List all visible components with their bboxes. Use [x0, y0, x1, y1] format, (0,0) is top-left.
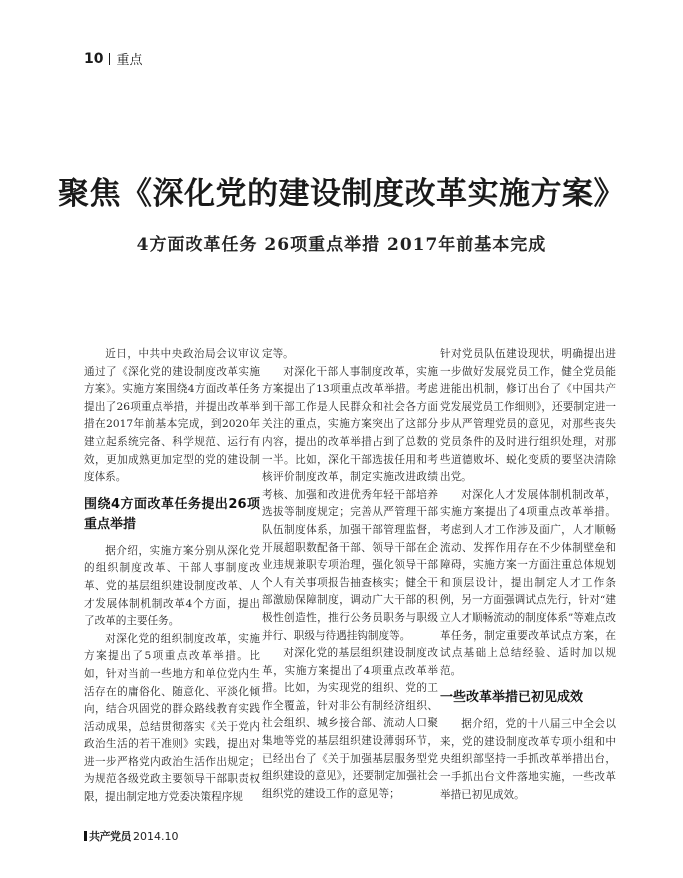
- paragraph: 据介绍，实施方案分别从深化党的组织制度改革、干部人事制度改革、党的基层组织建设制度改革、人才发展体制机制改革4个方面，提出了改革的主要任务。: [84, 544, 260, 628]
- paragraph: 近日，中共中央政治局会议审议通过了《深化党的建设制度改革实施方案》。实施方案围绕4方面改革任务提出了26项重点举措，并提出改革举措在2017年前基本完成，到2020年建立起系统完备、科学规范、运行有效，更加成熟更加定型的党的建设制度体系。: [84, 348, 260, 484]
- text-column-3: [440, 346, 616, 804]
- page-header: [84, 49, 143, 68]
- page-footer: [84, 828, 179, 844]
- paragraph: 定等。: [262, 348, 294, 360]
- magazine-logo: [84, 828, 131, 844]
- section-heading: 一些改革举措已初见成效: [440, 690, 584, 706]
- article-title: 聚焦《深化党的建设制度改革实施方案》: [58, 176, 625, 212]
- section-label: 重点: [116, 53, 143, 68]
- text-column-1: [84, 346, 260, 807]
- section-heading: 围绕4方面改革任务提出26项重点举措: [84, 496, 260, 532]
- paragraph: 对深化干部人事制度改革，实施方案提出了13项重点改革举措。考虑到干部工作是人民群众和社会各方面关注的重点，实施方案突出了这部分内容，提出的改革举措占到了总数的一半。比如，深化干部选拔任用和考核评价制度改革，制定实施改进政绩考核、加强和改进优秀年轻干部培养选拔等制度规定；完善从严管理干部队伍制度体系，加强干部管理监督，开展超职数配备干部、领导干部在企业违规兼职专项治理，强化领导干部个人有关事项报告抽查核实；健全干部激励保障制度，调动广大干部的积极性创造性，推行公务员职务与职级并行、职级与待遇挂钩制度等。: [262, 365, 438, 642]
- text-column-2: [262, 346, 438, 803]
- paragraph: 对深化人才发展体制机制改革，实施方案提出了4项重点改革举措。考虑到人才工作涉及面广，人才顺畅流动、发挥作用存在不少体制壁垒和障碍，实施方案一方面注重总体规划和顶层设计，提出制定人才工作条例，另一方面强调试点先行，针对“建立人才顺畅流动的制度体系”等难点改革任务，制定重要改革试点方案，在试点基础上总结经验、适时加以规范。: [440, 488, 616, 677]
- paragraph: 据介绍，党的十八届三中全会以来，党的建设制度改革专项小组和中央组织部坚持一手抓改革举措出台，一手抓出台文件落地实施，一些改革举措已初见成效。: [440, 718, 616, 801]
- paragraph: 对深化党的组织制度改革，实施方案提出了5项重点改革举措。比如，针对当前一些地方和单位党内生活存在的庸俗化、随意化、平淡化倾向，结合巩固党的群众路线教育实践活动成果，总结贯彻落实《关于党内政治生活的若干准则》实践，提出对进一步严格党内政治生活作出规定；为规范各级党政主要领导干部职责权限，提出制定地方党委决策程序规: [84, 632, 260, 804]
- logo-text: 共产党员: [89, 830, 131, 843]
- issue-date: 2014.10: [133, 829, 179, 843]
- paragraph: 针对党员队伍建设现状，明确提出进一步做好发展党员工作，健全党员能进能出机制，修订出台了《中国共产党发展党员工作细则》，还要制定进一步从严管理党员的意见，对那些丧失党员条件的及时进行组织处理，对那些道德败坏、蜕化变质的要坚决清除出党。: [440, 348, 616, 484]
- page-number: 10: [84, 50, 104, 67]
- article-subtitle: 4方面改革任务 26项重点举措 2017年前基本完成: [136, 235, 547, 255]
- logo-bar-icon: [84, 831, 87, 841]
- header-divider: [109, 53, 110, 65]
- paragraph: 对深化党的基层组织建设制度改革，实施方案提出了4项重点改革举措。比如，为实现党的组织、党的工作全覆盖，针对非公有制经济组织、社会组织、城乡接合部、流动人口聚集地等党的基层组织建设薄弱环节，已经出台了《关于加强基层服务型党组织建设的意见》，还要制定加强社会组织党的建设工作的意见等；: [262, 647, 438, 800]
